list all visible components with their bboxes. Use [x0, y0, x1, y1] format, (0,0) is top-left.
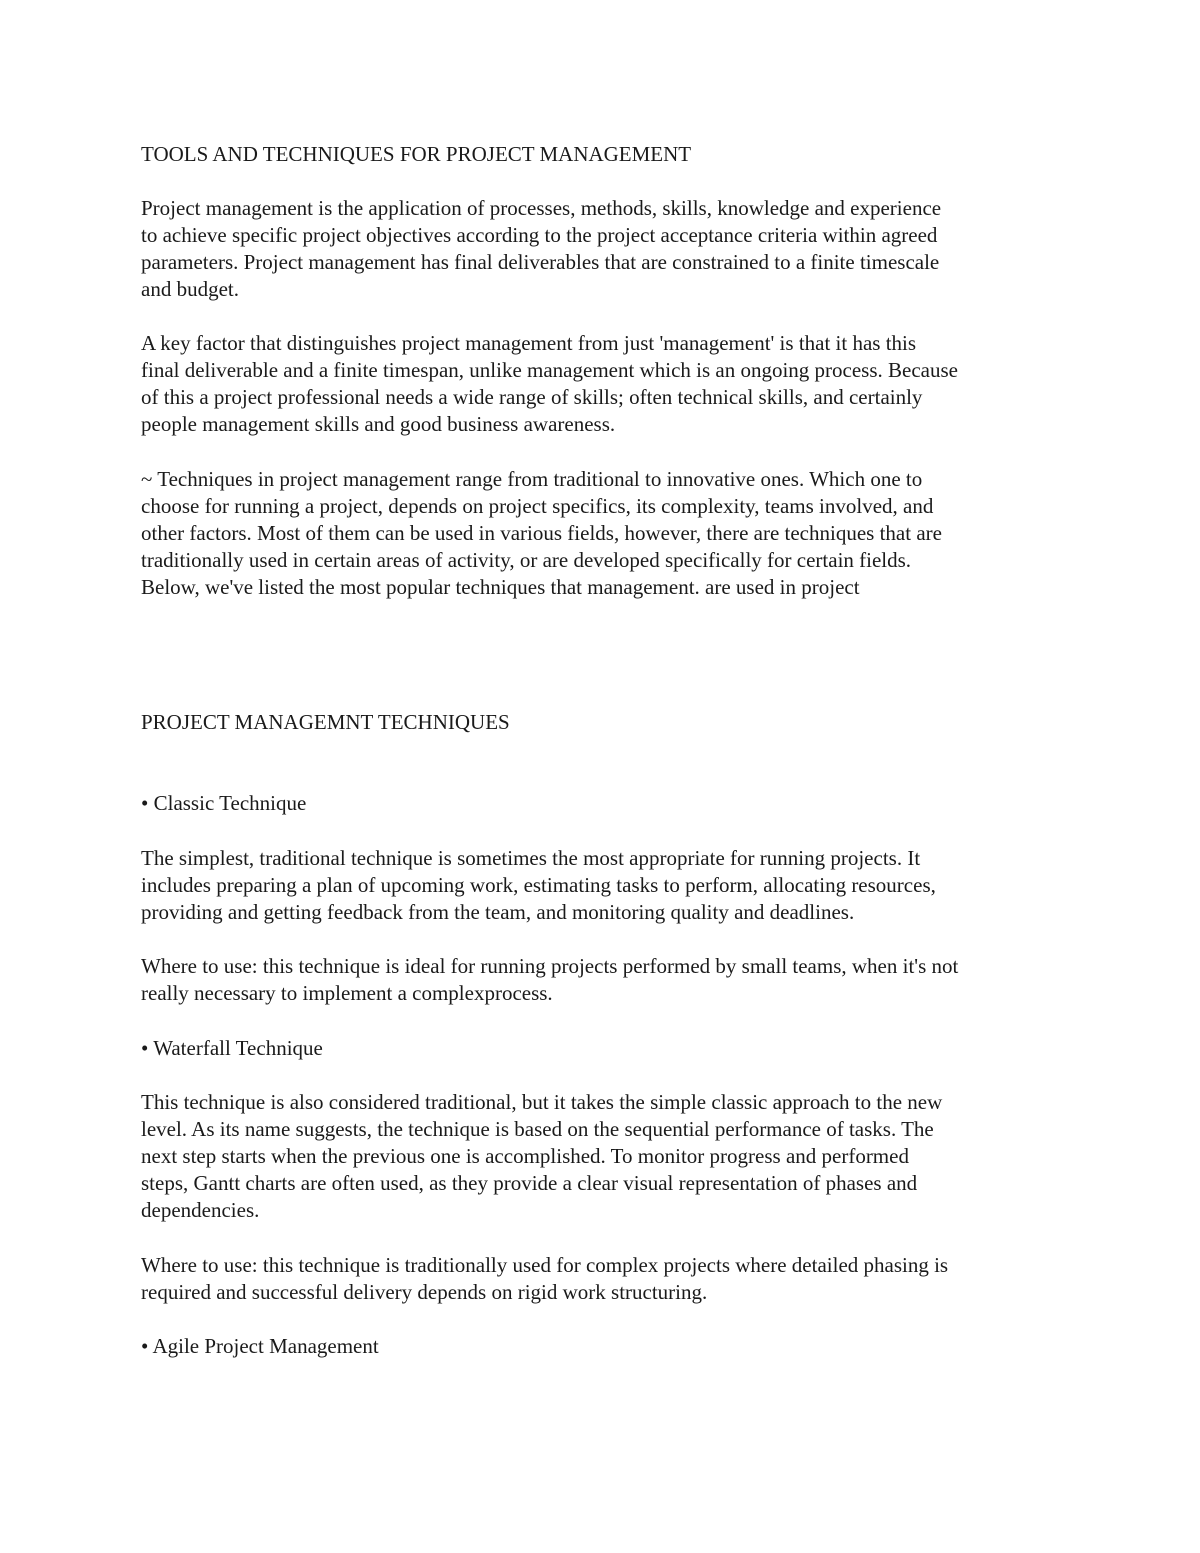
- text-line: Where to use: this technique is ideal for running projects performed by small teams, when it's not: [141, 954, 959, 978]
- document-title: TOOLS AND TECHNIQUES FOR PROJECT MANAGEMENT: [141, 142, 692, 166]
- text-line: Below, we've listed the most popular techniques that management. are used in project: [141, 575, 860, 599]
- text-line: providing and getting feedback from the team, and monitoring quality and deadlines.: [141, 900, 855, 924]
- waterfall-technique-description: [141, 1089, 942, 1224]
- text-line: really necessary to implement a complexprocess.: [141, 981, 553, 1005]
- text-line: and budget.: [141, 277, 239, 301]
- text-line: The simplest, traditional technique is sometimes the most appropriate for running projects. It: [141, 846, 921, 870]
- text-line: final deliverable and a finite timespan, unlike management which is an ongoing process. Because: [141, 358, 958, 382]
- text-line: people management skills and good business awareness.: [141, 412, 616, 436]
- text-line: ~ Techniques in project management range from traditional to innovative ones. Which one to: [141, 467, 923, 491]
- text-line: level. As its name suggests, the technique is based on the sequential performance of tasks. The: [141, 1117, 934, 1141]
- intro-paragraph: [141, 195, 941, 303]
- classic-technique-usage: [141, 953, 958, 1007]
- text-line: parameters. Project management has final deliverables that are constrained to a finite timescale: [141, 250, 940, 274]
- classic-technique-description: [141, 845, 936, 926]
- waterfall-technique-heading: • Waterfall Technique: [141, 1036, 323, 1060]
- text-line: includes preparing a plan of upcoming work, estimating tasks to perform, allocating resources,: [141, 873, 936, 897]
- classic-technique-heading: • Classic Technique: [141, 791, 307, 815]
- section-heading: PROJECT MANAGEMNT TECHNIQUES: [141, 710, 510, 734]
- text-line: other factors. Most of them can be used in various fields, however, there are techniques that are: [141, 521, 942, 545]
- text-line: A key factor that distinguishes project management from just 'management' is that it has this: [141, 331, 917, 355]
- text-line: This technique is also considered traditional, but it takes the simple classic approach to the new: [141, 1090, 943, 1114]
- techniques-intro-paragraph: [141, 466, 942, 601]
- text-line: dependencies.: [141, 1198, 260, 1222]
- waterfall-technique-usage: [141, 1252, 948, 1306]
- text-line: traditionally used in certain areas of activity, or are developed specifically for certain fields.: [141, 548, 912, 572]
- text-line: next step starts when the previous one is accomplished. To monitor progress and performed: [141, 1144, 909, 1168]
- text-line: required and successful delivery depends on rigid work structuring.: [141, 1280, 708, 1304]
- text-line: to achieve specific project objectives according to the project acceptance criteria within agreed: [141, 223, 938, 247]
- text-line: choose for running a project, depends on project specifics, its complexity, teams involved, and: [141, 494, 934, 518]
- text-line: steps, Gantt charts are often used, as they provide a clear visual representation of phases and: [141, 1171, 918, 1195]
- text-line: Where to use: this technique is traditionally used for complex projects where detailed phasing is: [141, 1253, 949, 1277]
- agile-technique-heading: • Agile Project Management: [141, 1334, 379, 1358]
- text-line: of this a project professional needs a wide range of skills; often technical skills, and certainly: [141, 385, 923, 409]
- key-factor-paragraph: [141, 330, 958, 438]
- text-line: Project management is the application of processes, methods, skills, knowledge and experience: [141, 196, 942, 220]
